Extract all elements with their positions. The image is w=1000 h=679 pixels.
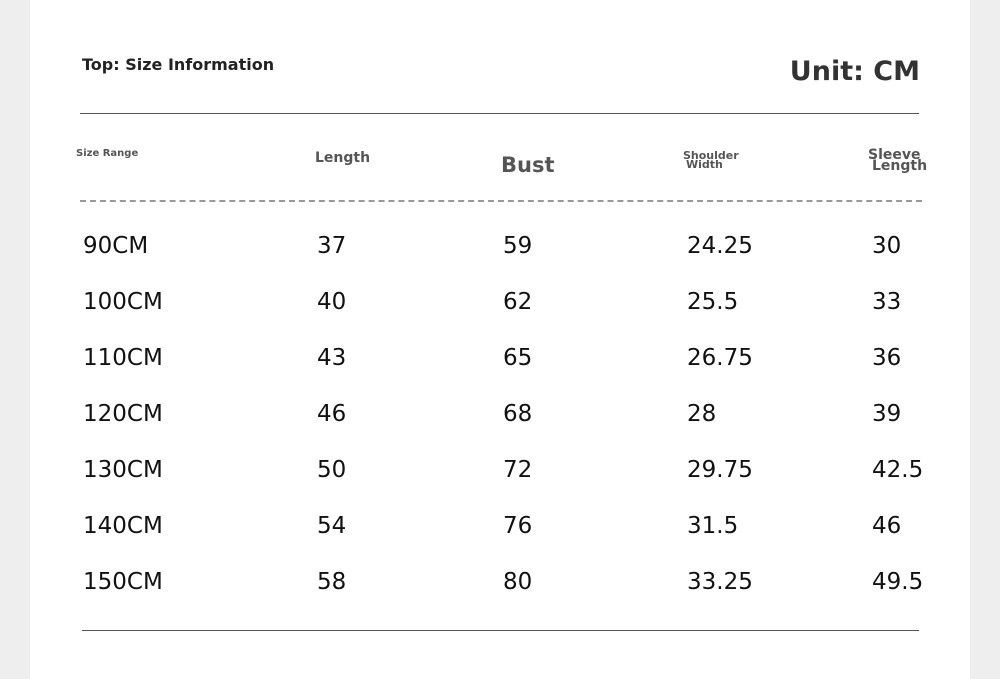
- column-header-size-range: Size Range: [76, 148, 139, 159]
- table-row: [0, 226, 1000, 266]
- top-divider: [80, 113, 919, 114]
- cell-size: 150CM: [83, 569, 163, 595]
- table-row: [0, 338, 1000, 378]
- cell-bust: 59: [503, 233, 533, 259]
- cell-shoulder: 24.25: [687, 233, 753, 259]
- cell-shoulder: 29.75: [687, 457, 753, 483]
- page-title: Top: Size Information: [82, 55, 275, 74]
- cell-sleeve: 36: [872, 345, 902, 371]
- column-header-bust: Bust: [501, 153, 555, 177]
- header-divider: [80, 200, 922, 202]
- cell-length: 37: [317, 233, 347, 259]
- cell-sleeve: 46: [872, 513, 902, 539]
- cell-size: 140CM: [83, 513, 163, 539]
- cell-sleeve: 39: [872, 401, 902, 427]
- cell-length: 58: [317, 569, 347, 595]
- cell-bust: 80: [503, 569, 533, 595]
- cell-bust: 72: [503, 457, 533, 483]
- cell-shoulder: 28: [687, 401, 717, 427]
- cell-shoulder: 25.5: [687, 289, 739, 315]
- column-header-sleeve-length: [868, 147, 928, 175]
- cell-sleeve: 49.5: [872, 569, 924, 595]
- cell-shoulder: 26.75: [687, 345, 753, 371]
- cell-length: 40: [317, 289, 347, 315]
- cell-shoulder: 31.5: [687, 513, 739, 539]
- cell-size: 90CM: [83, 233, 149, 259]
- cell-bust: 62: [503, 289, 533, 315]
- cell-shoulder: 33.25: [687, 569, 753, 595]
- bottom-divider: [82, 630, 919, 631]
- cell-size: 110CM: [83, 345, 163, 371]
- cell-sleeve: 33: [872, 289, 902, 315]
- column-header-sleeve-line1: Sleeve: [868, 147, 921, 163]
- cell-sleeve: 30: [872, 233, 902, 259]
- table-row: [0, 450, 1000, 490]
- cell-bust: 68: [503, 401, 533, 427]
- cell-length: 50: [317, 457, 347, 483]
- cell-length: 46: [317, 401, 347, 427]
- table-row: [0, 282, 1000, 322]
- column-header-shoulder-line2: Width: [686, 158, 723, 172]
- unit-label: Unit: CM: [789, 56, 920, 87]
- cell-size: 120CM: [83, 401, 163, 427]
- cell-size: 100CM: [83, 289, 163, 315]
- column-header-shoulder-line1: Shoulder: [683, 149, 739, 162]
- cell-sleeve: 42.5: [872, 457, 924, 483]
- cell-length: 43: [317, 345, 347, 371]
- cell-bust: 76: [503, 513, 533, 539]
- column-header-length: Length: [315, 150, 371, 166]
- cell-size: 130CM: [83, 457, 163, 483]
- cell-length: 54: [317, 513, 347, 539]
- table-row: [0, 562, 1000, 602]
- table-row: [0, 394, 1000, 434]
- cell-bust: 65: [503, 345, 533, 371]
- column-header-shoulder-width: [683, 151, 739, 170]
- column-header-sleeve-line2: Length: [872, 158, 928, 175]
- table-row: [0, 506, 1000, 546]
